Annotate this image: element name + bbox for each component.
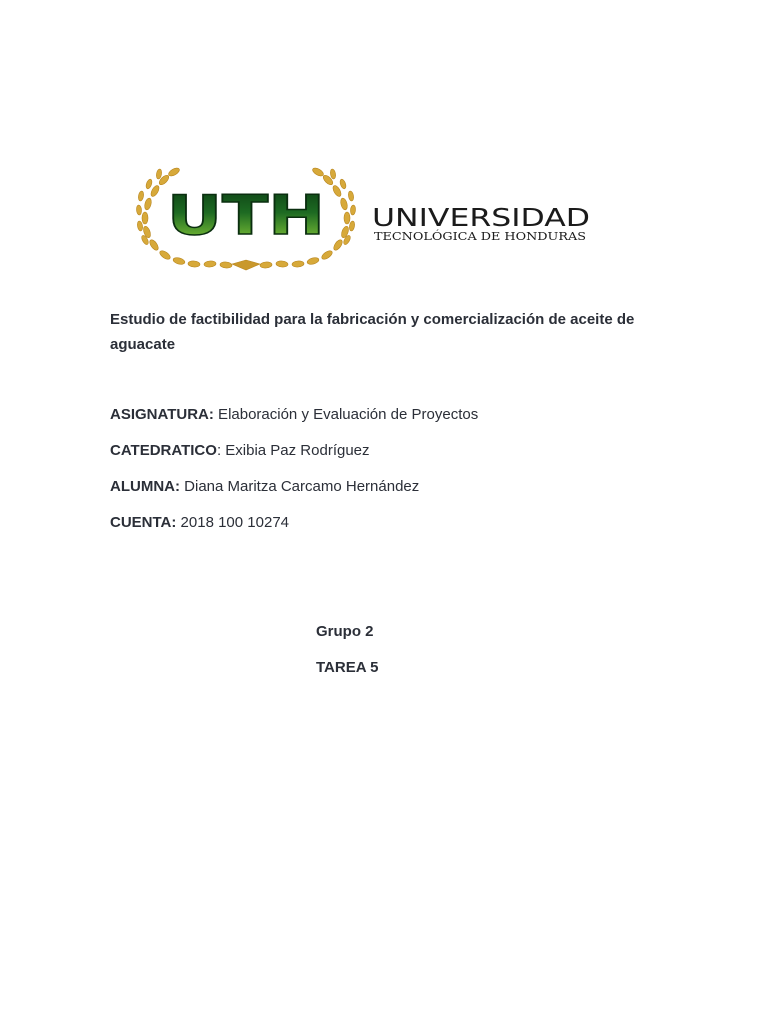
document-title: Estudio de factibilidad para la fabricación y comercialización de aceite de aguacate <box>110 311 635 353</box>
university-subname: TECNOLÓGICA DE HONDURAS <box>374 230 557 243</box>
professor-value: : Exibia Paz Rodríguez <box>216 442 370 459</box>
group-label: Grupo 2 <box>316 623 374 640</box>
university-name: UNIVERSIDAD <box>372 203 590 232</box>
subject-field <box>110 405 478 425</box>
uth-mark: UTH <box>167 184 325 247</box>
subject-label: ASIGNATURA: <box>110 406 214 423</box>
account-value: 2018 100 10274 <box>176 514 290 531</box>
student-field <box>110 477 419 497</box>
professor-field <box>110 441 370 461</box>
account-field <box>110 513 289 533</box>
student-value: Diana Maritza Carcamo Hernández <box>179 478 420 495</box>
uth-logo <box>136 160 596 274</box>
professor-label: CATEDRATICO <box>110 442 217 459</box>
account-label: CUENTA: <box>110 514 177 531</box>
task-label: TAREA 5 <box>316 659 379 676</box>
student-label: ALUMNA: <box>110 478 180 495</box>
subject-value: Elaboración y Evaluación de Proyectos <box>213 406 479 423</box>
